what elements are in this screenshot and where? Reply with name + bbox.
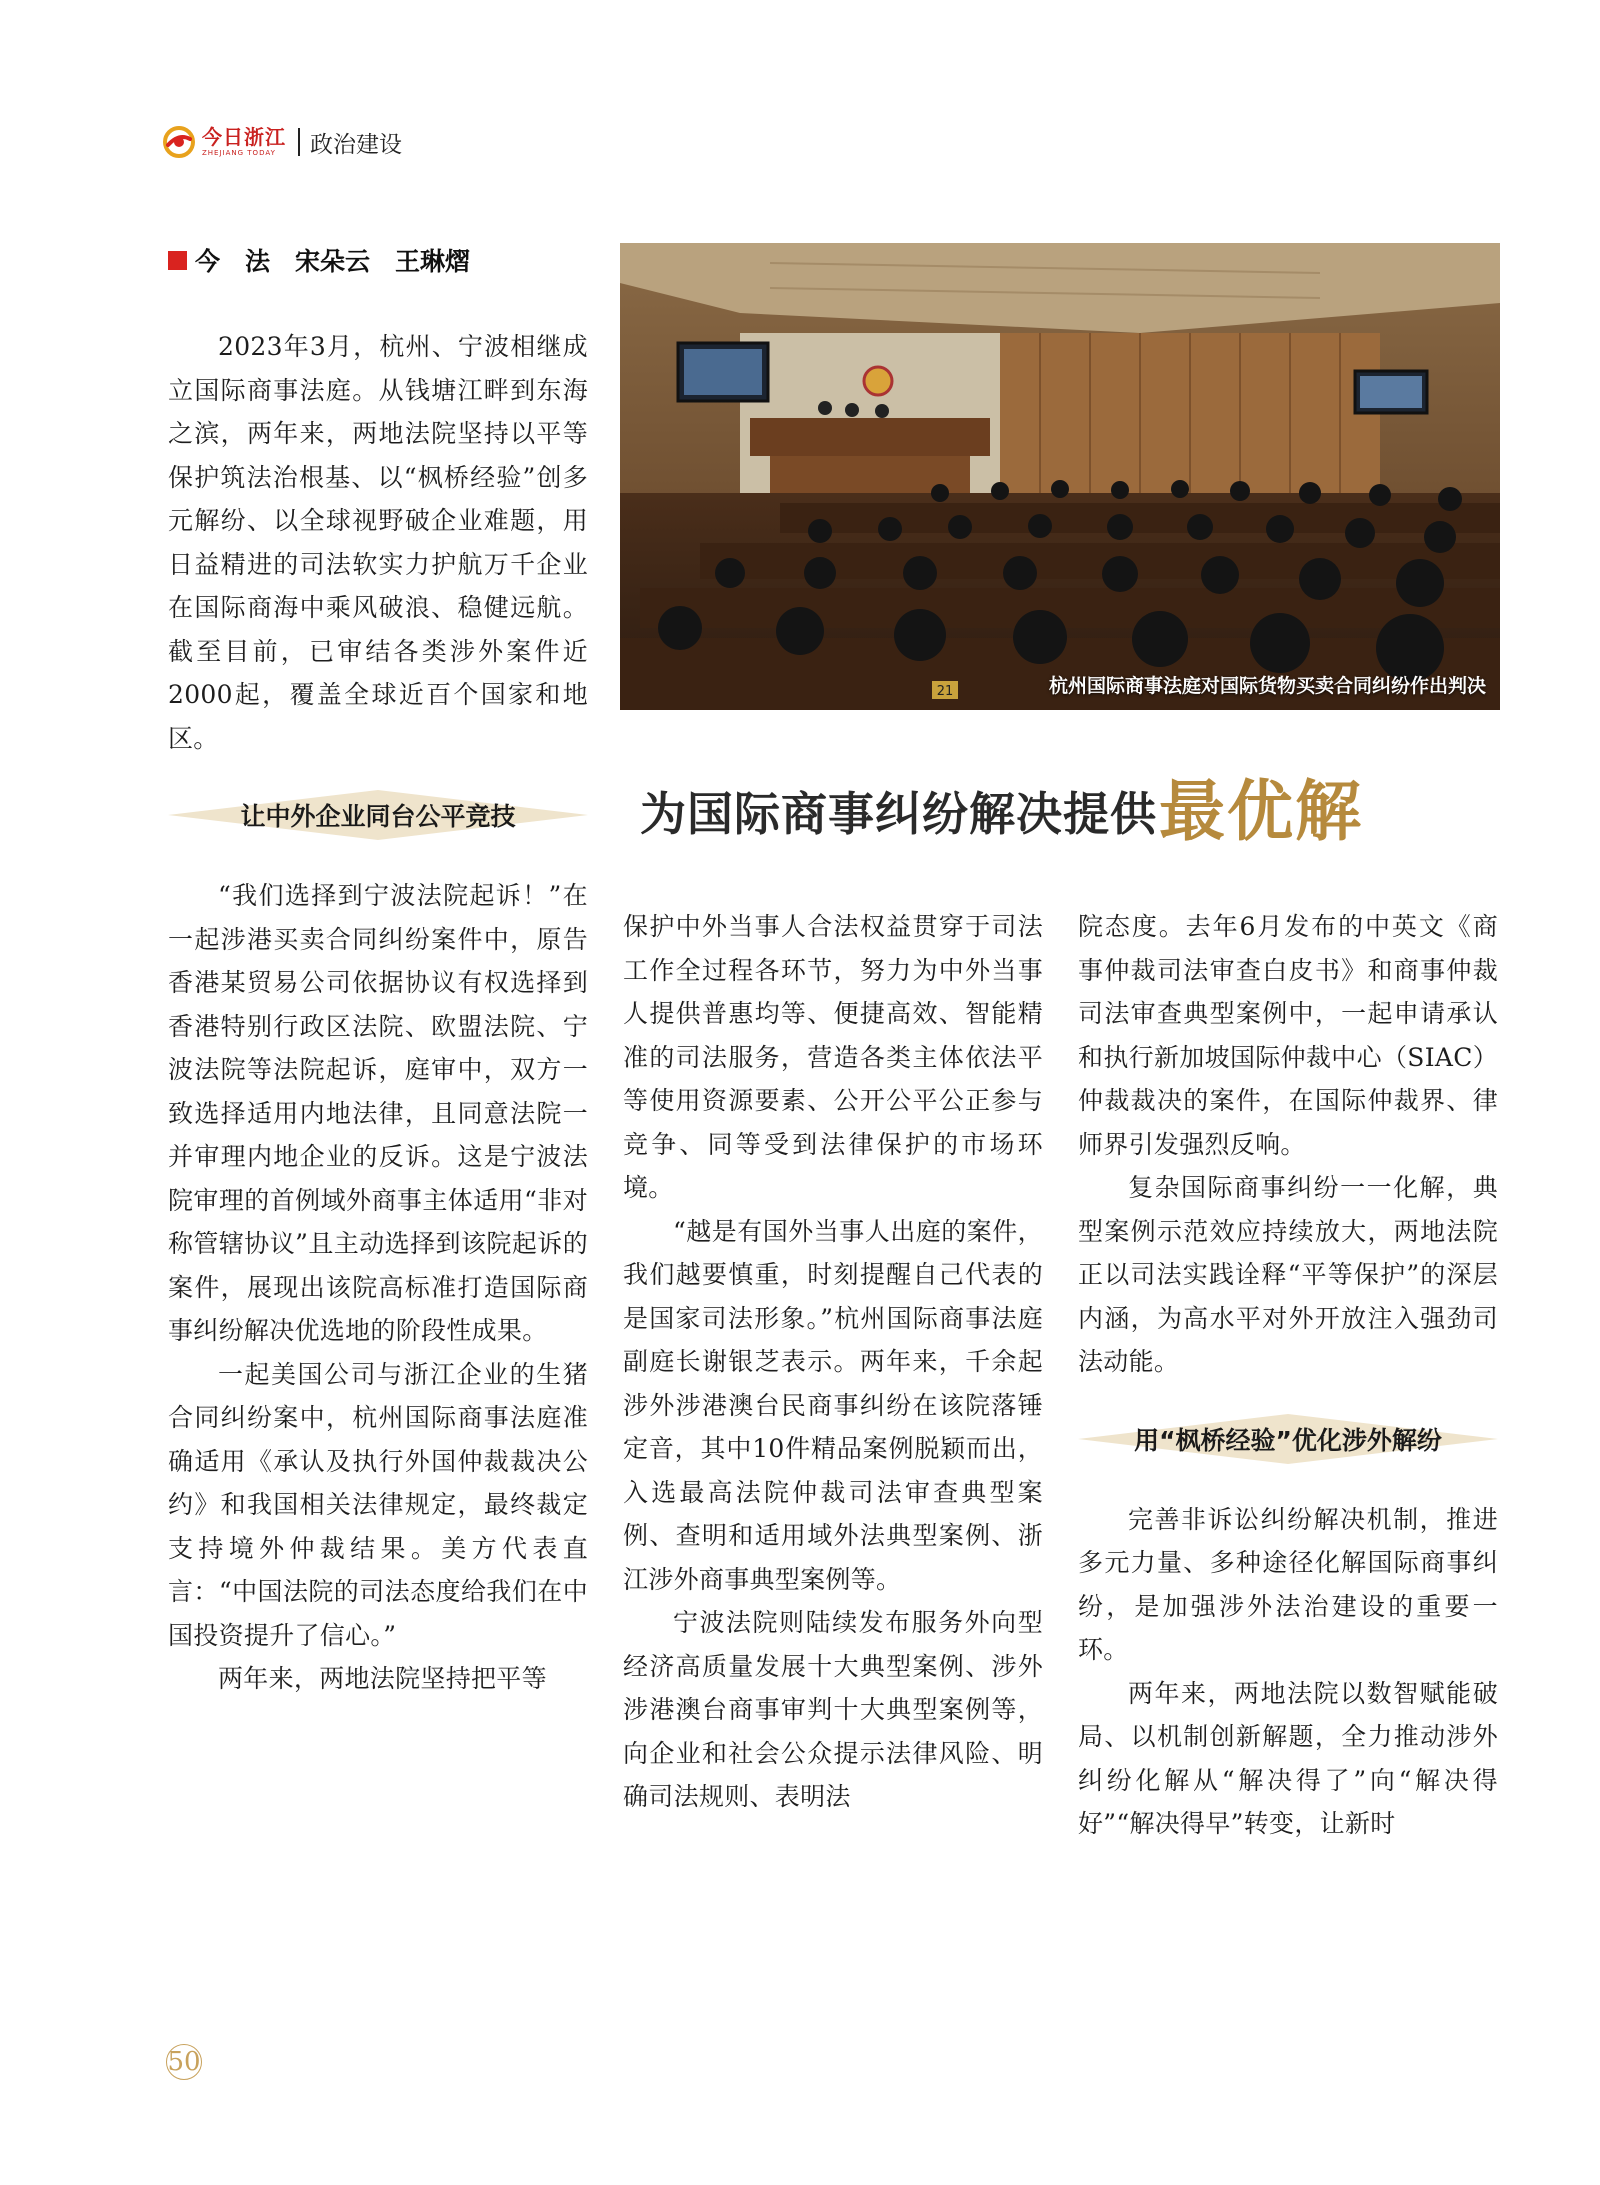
section-name: 政治建设 [310, 131, 402, 158]
paragraph: 两年来，两地法院坚持把平等 [218, 1664, 547, 1693]
masthead [162, 122, 402, 162]
byline [168, 242, 470, 278]
subhead-1-text: 让中外企业同台公平竞技 [240, 802, 516, 831]
paragraph: “我们选择到宁波法院起诉！”在一起涉港买卖合同纠纷案件中，原告香港某贸易公司依据协议有权选择到香港特别行政区法院、欧盟法院、宁波法院等法院起诉，庭审中，双方一致选择适用内地法律，且同意法院一并审理内地企业的反诉。这是宁波法院审理的首例域外商事主体适用“非对称管辖协议”且主动选择到该院起诉的案件，展现出该院高标准打造国际商事纠纷解决优选地的阶段性成果。 [168, 881, 588, 1345]
column-2 [623, 905, 1043, 1819]
byline-authors: 今 法 宋朵云 王琳熠 [195, 247, 471, 276]
paragraph: 院态度。去年6月发布的中英文《商事仲裁司法审查白皮书》和商事仲裁司法审查典型案例中，一起申请承认和执行新加坡国际仲裁中心（SIAC）仲裁裁决的案件，在国际仲裁界、律师界引发强烈反响。 [1078, 912, 1498, 1159]
paragraph: 完善非诉讼纠纷解决机制，推进多元力量、多种途径化解国际商事纠纷，是加强涉外法治建设的重要一环。 [1078, 1504, 1498, 1664]
photo-caption: 杭州国际商事法庭对国际货物买卖合同纠纷作出判决 [1048, 675, 1486, 697]
paragraph: 一起美国公司与浙江企业的生猪合同纠纷案中，杭州国际商事法庭准确适用《承认及执行外国仲裁裁决公约》和我国相关法律规定，最终裁定支持境外仲裁结果。美方代表直言：“中国法院的司法态度给我们在中国投资提升了信心。” [168, 1359, 588, 1650]
paragraph: 宁波法院则陆续发布服务外向型经济高质量发展十大典型案例、涉外涉港澳台商事审判十大典型案例等，向企业和社会公众提示法律风险、明确司法规则、表明法 [623, 1608, 1043, 1811]
column-1 [168, 325, 588, 1701]
headline-emphasis: 最优解 [1159, 772, 1363, 850]
paragraph: 两年来，两地法院以数智赋能破局、以机制创新解题，全力推动涉外纠纷化解从“解决得了”向“解决得好”“解决得早”转变，让新时 [1078, 1678, 1498, 1838]
logo-wordmark [202, 127, 286, 157]
subhead-2 [1078, 1410, 1498, 1468]
logo-chinese: 今日浙江 [202, 125, 286, 149]
paragraph: 复杂国际商事纠纷一一化解，典型案例示范效应持续放大，两地法院正以司法实践诠释“平等保护”的深层内涵，为高水平对外开放注入强劲司法动能。 [1078, 1173, 1498, 1376]
subhead-1 [168, 786, 588, 844]
paragraph: “越是有国外当事人出庭的案件，我们越要慎重，时刻提醒自己代表的是国家司法形象。”杭州国际商事法庭副庭长谢银芝表示。两年来，千余起涉外涉港澳台民商事纠纷在该院落锤定音，其中10件精品案例脱颖而出，入选最高法院仲裁司法审查典型案例、查明和适用域外法典型案例、浙江涉外商事典型案例等。 [623, 1216, 1043, 1594]
red-square-icon [168, 251, 187, 270]
courtroom-illustration [620, 243, 1500, 710]
header-divider [298, 128, 300, 156]
article-headline [640, 772, 1500, 850]
column-3 [1078, 905, 1498, 1846]
zhejiang-today-logo-icon [162, 125, 196, 159]
intro-paragraph: 2023年3月，杭州、宁波相继成立国际商事法庭。从钱塘江畔到东海之滨，两年来，两地法院坚持以平等保护筑法治根基、以“枫桥经验”创多元解纷、以全球视野破企业难题，用日益精进的司法软实力护航万千企业在国际商海中乘风破浪、稳健远航。截至目前，已审结各类涉外案件近2000起，覆盖全球近百个国家和地区。 [168, 332, 588, 753]
page-number: 50 [166, 2044, 202, 2080]
seat-number-label: 21 [936, 684, 954, 699]
paragraph: 保护中外当事人合法权益贯穿于司法工作全过程各环节，努力为中外当事人提供普惠均等、便捷高效、智能精准的司法服务，营造各类主体依法平等使用资源要素、公开公平公正参与竞争、同等受到法律保护的市场环境。 [623, 912, 1043, 1202]
subhead-2-text: 用“枫桥经验”优化涉外解纷 [1134, 1425, 1442, 1455]
courtroom-photo [620, 243, 1500, 710]
headline-main: 为国际商事纠纷解决提供 [640, 787, 1157, 841]
logo-english: ZHEJIANG TODAY [202, 149, 276, 157]
